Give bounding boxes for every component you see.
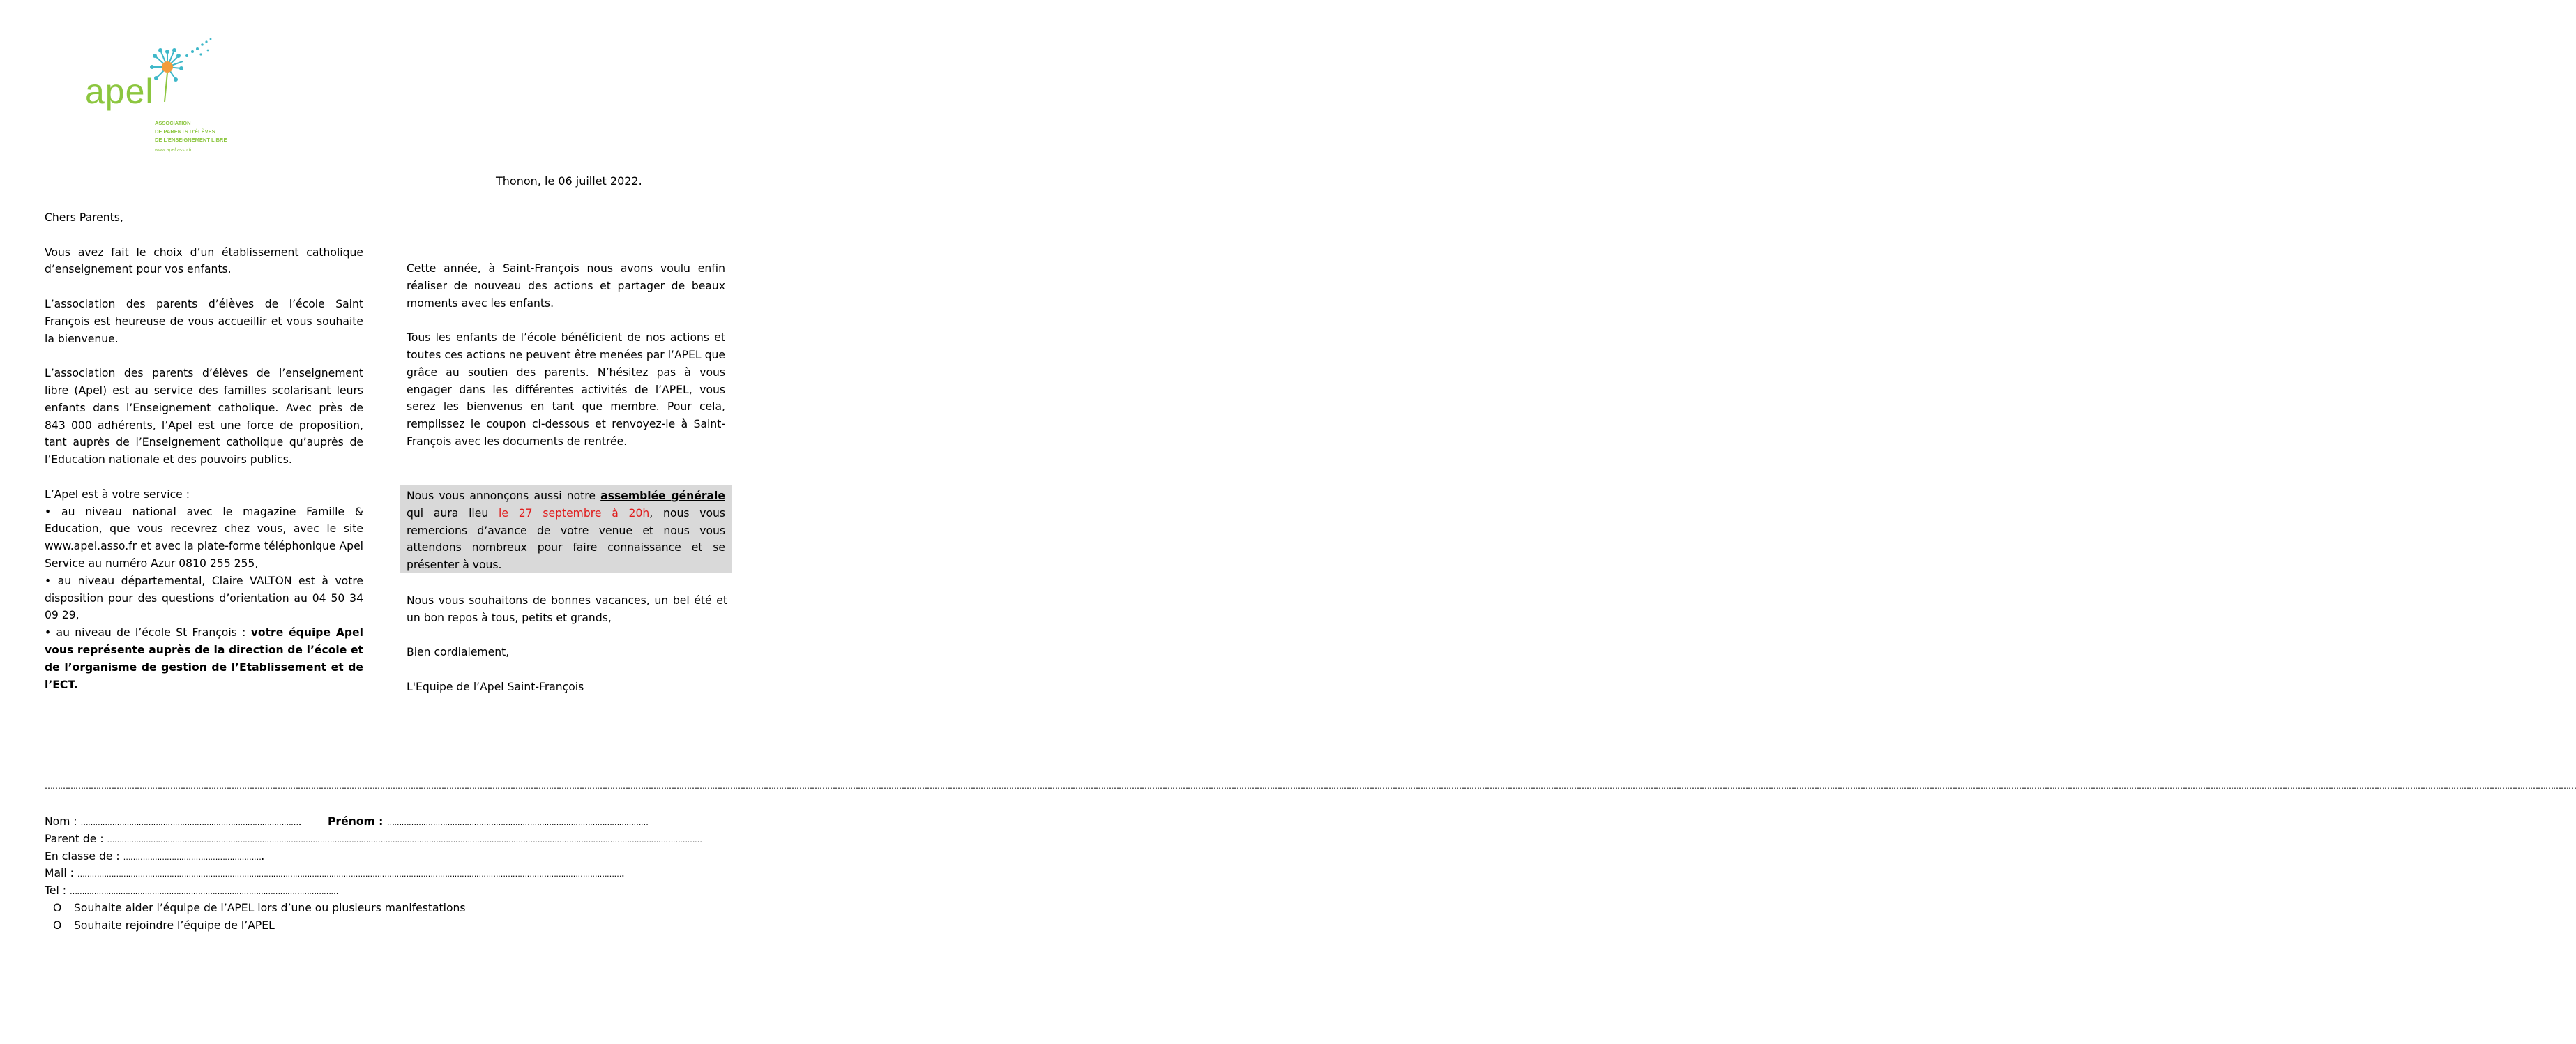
prenom-group <box>328 813 648 832</box>
bullet-national: • au niveau national avec le magazine Famille & Education, que vous recevrez chez vous, avec le site www.apel.asso.fr et avec la plate-forme téléphonique Apel Service au numéro Azur 0810 255 255, <box>45 505 363 570</box>
right-column <box>407 260 725 451</box>
form-row-tel <box>45 882 672 900</box>
greeting: Chers Parents, <box>45 211 123 224</box>
logo-url: www.apel.asso.fr <box>155 148 192 153</box>
announcement-part: Nous vous annonçons aussi notre <box>407 490 601 502</box>
nom-label: Nom : <box>45 815 81 828</box>
bullet-departmental: • au niveau départemental, Claire VALTON est à votre disposition pour des questions d’orientation au 04 50 34 09 29, <box>45 574 363 622</box>
mail-label: Mail : <box>45 867 77 880</box>
service-title: L’Apel est à votre service : <box>45 487 190 501</box>
parent-label: Parent de : <box>45 832 107 845</box>
paragraph: Nous vous souhaitons de bonnes vacances, un bel été et un bon repos à tous, petits et grands, <box>407 594 727 624</box>
form-row-parent <box>45 831 702 848</box>
logo-wordmark: apel <box>85 72 154 111</box>
paragraph: Cette année, à Saint-François nous avons voulu enfin réaliser de nouveau des actions et partager de beaux moments avec les enfants. <box>407 262 725 310</box>
sign-off: Bien cordialement, <box>407 646 510 659</box>
option-join[interactable] <box>45 917 672 935</box>
announcement-part: , nous vous remercions d’avance de votre venue et nous vous attendons nombreux pour faire connaissance et se présenter à vous. <box>407 506 726 572</box>
paragraph: Tous les enfants de l’école bénéficient de nos actions et toutes ces actions ne peuvent être menées par l’APEL que grâce au soutien des parents. N’hésitez pas à vous engager dans les différentes activités de l’APEL, vous serez les bienvenus en tant que membre. Pour cela, remplissez le coupon ci-dessous et renvoyez-le à Saint-François avec les documents de rentrée. <box>407 331 725 448</box>
announcement-text <box>407 487 725 574</box>
left-column <box>45 209 363 693</box>
bullet-school-prefix: • au niveau de l’école St François : <box>45 626 251 640</box>
assembly-date: le 27 septembre à 20h <box>499 506 650 520</box>
announcement-box <box>400 485 732 573</box>
announcement-part: qui aura lieu <box>407 506 499 520</box>
paragraph: L’association des parents d’élèves de l’enseignement libre (Apel) est au service des familles scolarisant leurs enfants dans l’Enseignement catholique. Avec près de 843 000 adhérents, l’Apel est une force de proposition, tant auprès de l’Enseignement catholique qu’auprès de l’Education nationale et des pouvoirs publics. <box>45 367 363 467</box>
prenom-field[interactable]: ……………………………………………………………………………………………… <box>386 818 649 827</box>
option-help[interactable] <box>45 900 672 917</box>
prenom-label: Prénom : <box>328 815 387 828</box>
logo-tagline-line: DE L'ENSEIGNEMENT LIBRE <box>155 137 227 143</box>
bullet-school-bold: votre équipe Apel vous représente auprès de la direction de l’école et de l’organisme de gestion de l’Etablissement et de l’ECT <box>45 626 363 691</box>
option-join-label: Souhaite rejoindre l’équipe de l’APEL <box>74 918 275 932</box>
apel-logo <box>82 35 236 160</box>
tel-label: Tel : <box>45 884 70 898</box>
logo-tagline-line: ASSOCIATION <box>155 120 191 126</box>
parent-field[interactable]: ………………………………………………………………………………………………………………………………………………………………………………………………………………………… <box>107 835 702 845</box>
class-field[interactable]: ………………………………………………… <box>123 852 262 862</box>
option-circle-icon[interactable]: O <box>53 901 62 914</box>
option-help-label: Souhaite aider l’équipe de l’APEL lors d’une ou plusieurs manifestations <box>74 901 466 914</box>
paragraph: L’association des parents d’élèves de l’école Saint François est heureuse de vous accueillir et vous souhaite la bienvenue. <box>45 297 363 345</box>
nom-field[interactable]: ……………………………………………………………………………… <box>80 818 298 827</box>
logo-tagline-line: DE PARENTS D'ÉLÈVES <box>155 128 215 135</box>
signature: L'Equipe de l’Apel Saint-François <box>407 680 584 693</box>
paragraph: Vous avez fait le choix d’un établissement catholique d’enseignement pour vos enfants. <box>45 245 363 276</box>
form-row-mail: Mail : ………………………………………………………………………………………………………………………………………………………………………………………………………. <box>45 867 625 880</box>
assembly-label: assemblée générale <box>600 490 725 502</box>
mail-field[interactable]: ……………………………………………………………………………………………………………………………………………………………………………………………………… <box>77 870 621 879</box>
closing <box>407 592 727 696</box>
bullet-school-suffix: . <box>73 678 78 691</box>
membership-coupon <box>45 813 702 935</box>
bullet-school <box>45 624 363 693</box>
logo-tagline <box>155 119 227 144</box>
cut-line: ……………………………………………………………………………………………………………………………………………………………………………………………………………………………………………………………………………………………………………………………………………………………………………………………………………………………………………………………………………………………………………………………………………………………………………………………………………………………………………………………………………………………………………………………………………………………………………………………………………………………………………………………………………………………………………… <box>45 781 2576 791</box>
option-circle-icon[interactable]: O <box>53 918 62 932</box>
form-row-class: En classe de : …………………………………………………. <box>45 849 265 863</box>
form-row-name: Nom : ………………………………………………………………………………. Prénom : ……………………………………………………………………………………………… <box>45 813 672 831</box>
tel-field[interactable]: ………………………………………………………………………………………………… <box>69 887 338 897</box>
letter-date: Thonon, le 06 juillet 2022. <box>496 174 642 188</box>
class-label: En classe de : <box>45 849 123 863</box>
